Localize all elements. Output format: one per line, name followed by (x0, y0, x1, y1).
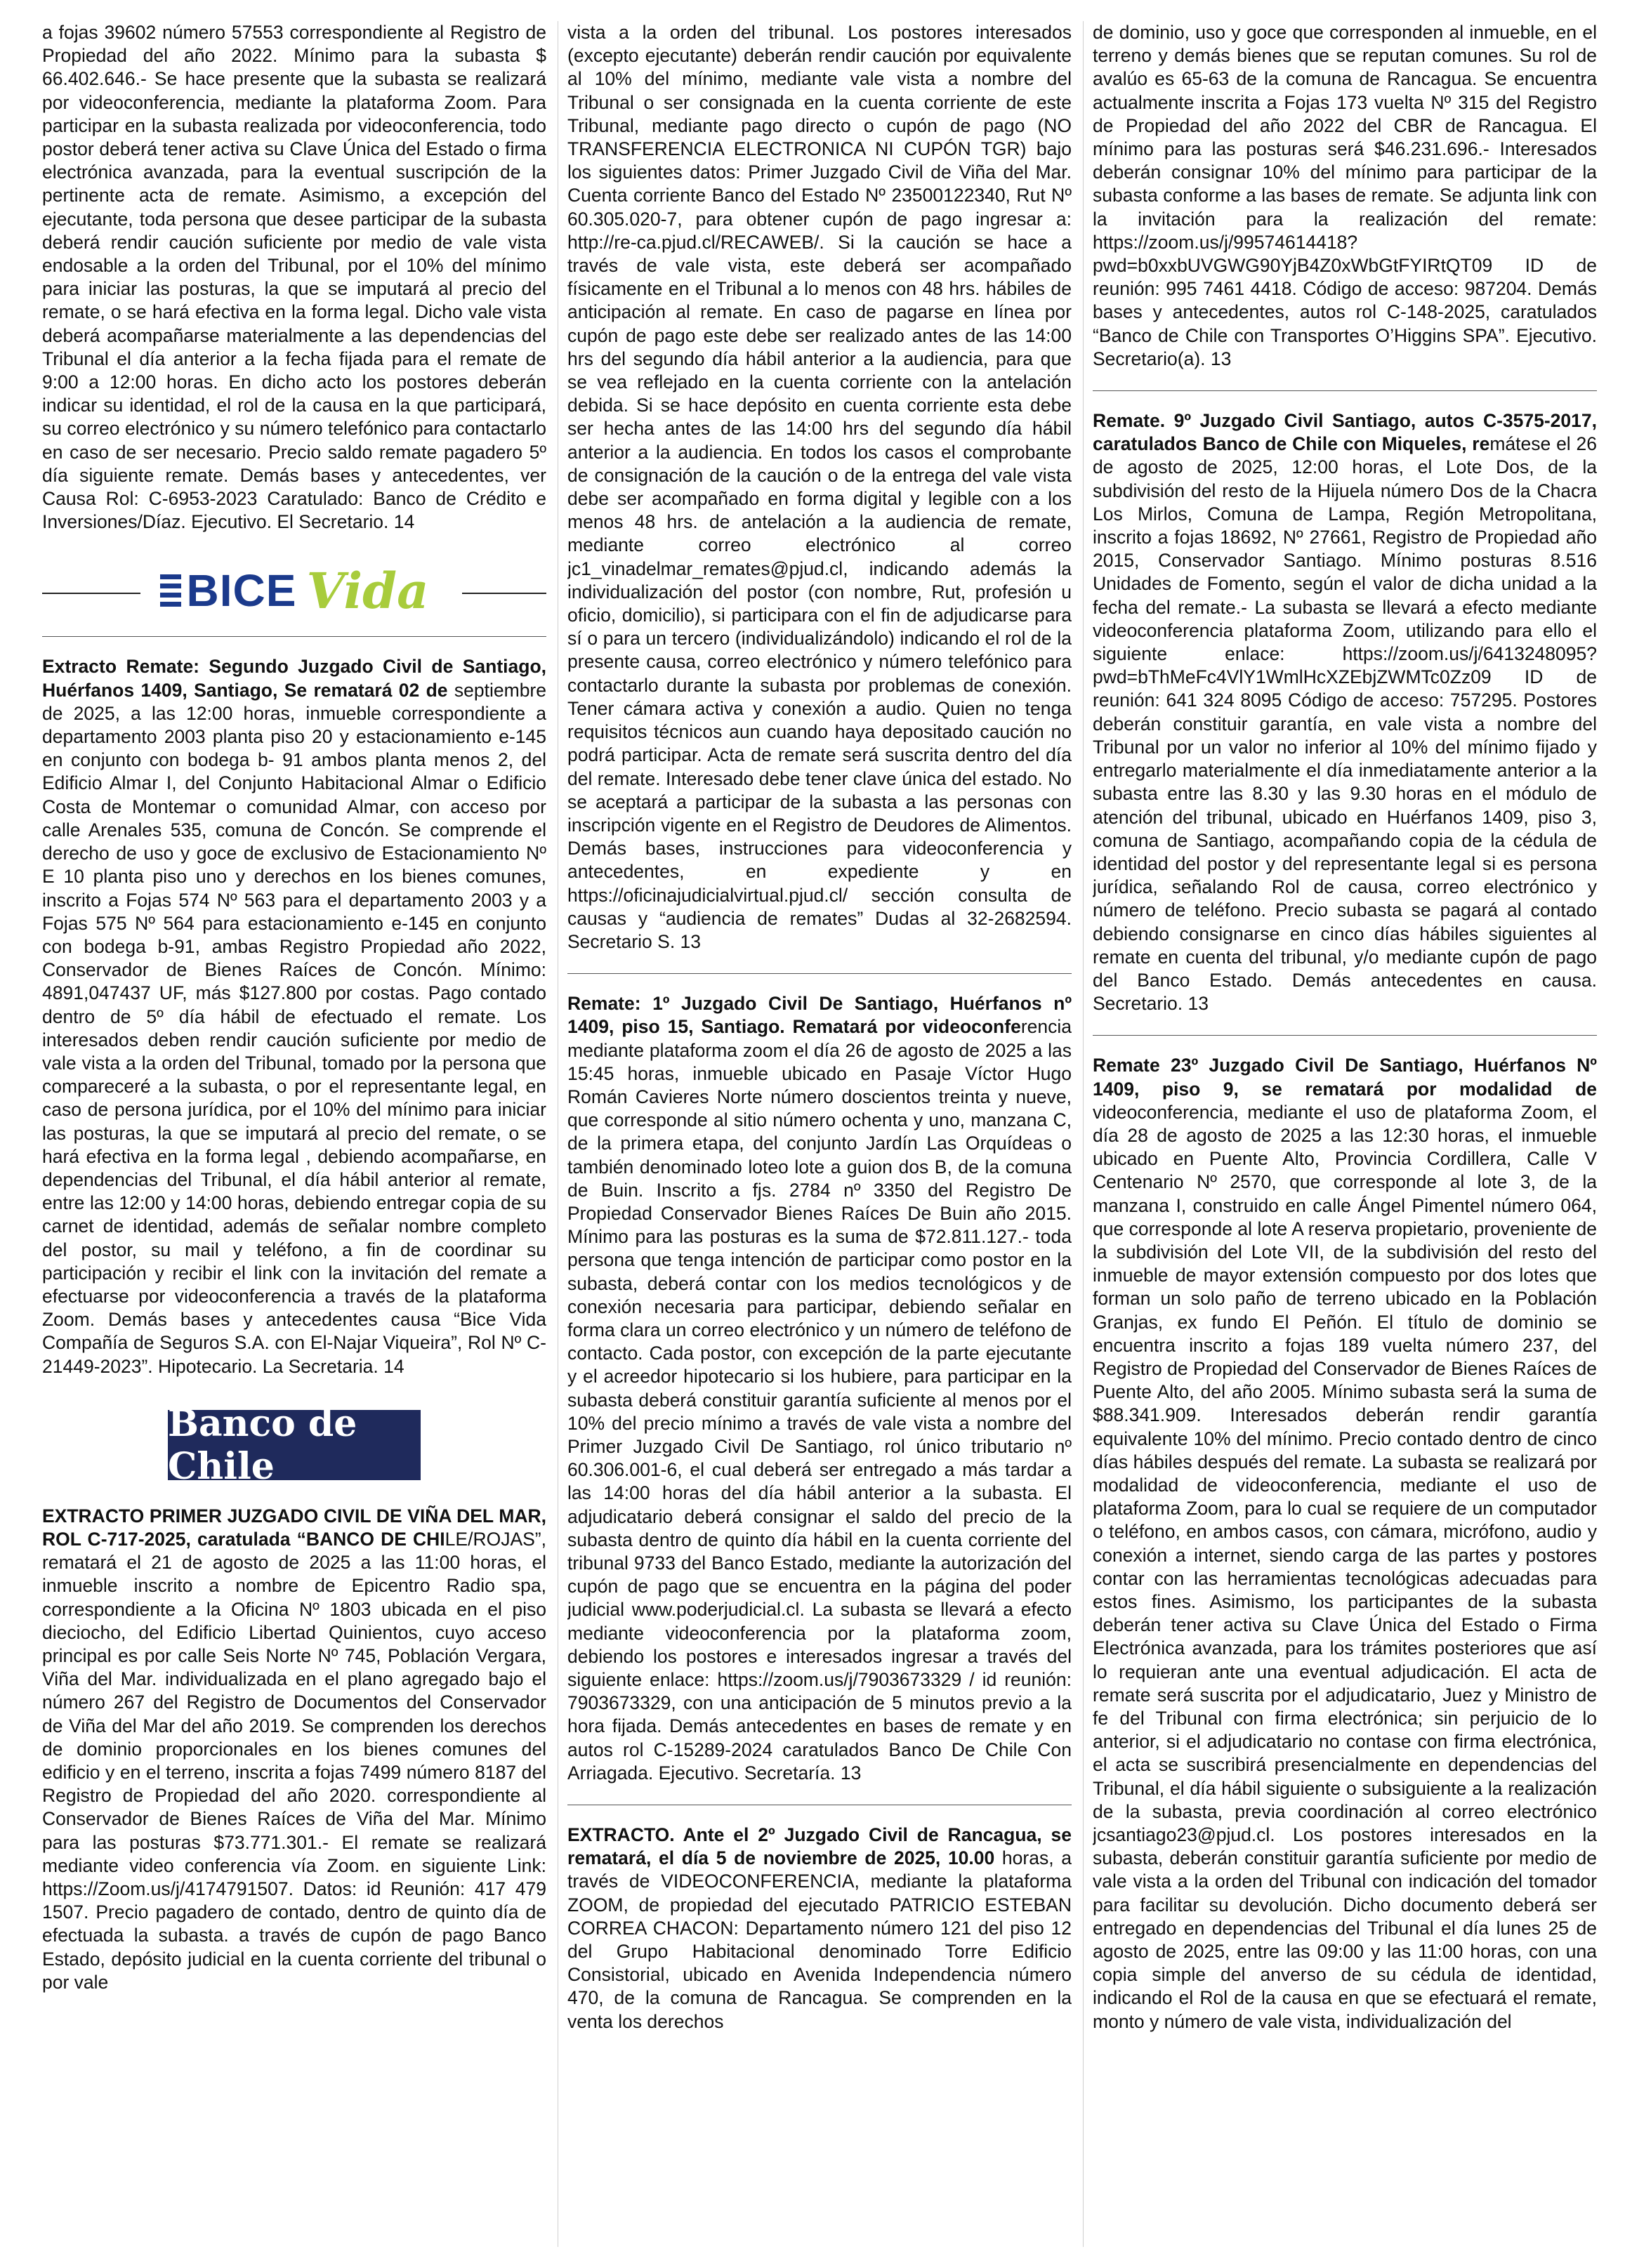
bice-bars-icon (160, 574, 181, 607)
notice-continued-1: a fojas 39602 número 57553 correspondiente al Registro de Propiedad del año 2022. Mínimo para la subasta $ 66.402.646.- Se hace presente que la subasta se realizará por videoconferencia, mediante la plataforma Zoom. Para participar en la subasta realizada por videoconferencia, todo postor deberá tener activa su Clave Única del Estado o firma electrónica avanzada, para la eventual suscripción de la pertinente acta de remate. Asimismo, a excepción del ejecutante, toda persona que desee participar de la subasta deberá rendir caución suficiente por medio de vale vista endosable a la orden del Tribunal, por el 10% del mínimo para iniciar las posturas, la que se imputará al precio del remate, o se hará efectiva en la forma legal. Dicho vale vista deberá acompañarse materialmente a las dependencias del Tribunal el día anterior a la fecha fijada para el remate de 9:00 a 12:00 horas. En dicho acto los postores deberán indicar su identidad, el rol de la causa en la que participará, su correo electrónico y su número telefónico para contactarlo en caso de ser necesario. Precio saldo remate pagadero 5º día siguiente remate. Demás bases y antecedentes, ver Causa Rol: C-6953-2023 Caratulado: Banco de Crédito e Inversiones/Díaz. Ejecutivo. El Secretario. 14 (42, 22, 546, 533)
banco-chile-logo: Banco de Chile (168, 1410, 421, 1480)
notice-primer-juzgado-vina: EXTRACTO PRIMER JUZGADO CIVIL DE VIÑA DEL MAR, ROL C-717-2025, caratulada “BANCO DE CHILE/ROJAS”, rematará el 21 de agosto de 2025 a las 11:00 horas, el inmueble inscrito a nombre de Epicentro Radio spa, correspondiente a la Oficina Nº 1803 ubicada en el piso dieciocho, del Edificio Libertad Quinientos, cuyo acceso principal es por calle Seis Norte Nº 745, Población Vergara, Viña del Mar. individualizada en el plano agregado bajo el número 267 del Registro de Documentos del Conservador de Viña del Mar del año 2019. Se comprenden los derechos de dominio proporcionales en los bienes comunes del edificio y en el terreno, inscrita a fojas 7499 número 8187 del Registro de Propiedad del año 2020. correspondiente al Conservador de Bienes Raíces de Viña del Mar. Mínimo para las posturas $73.771.301.- El remate se realizará mediante video conferencia vía Zoom. en siguiente Link: https://Zoom.us/j/4174791507. Datos: id Reunión: 417 479 1507. Precio pagadero de contado, dentro de quinto día de efectuada la subasta. a través de cupón de pago Banco Estado, depósito judicial en la cuenta corriente del tribunal o por vale (42, 1505, 546, 1993)
notice-vigesimo-tercer-juzgado-santiago: Remate 23º Juzgado Civil De Santiago, Huérfanos Nº 1409, piso 9, se rematará por modalidad de videoconferencia, mediante el uso de plataforma Zoom, el día 28 de agosto de 2025 a las 12:30 horas, el inmueble ubicado en Puente Alto, Provincia Cordillera, Calle V Centenario Nº 2570, que corresponde al lote 3, de la manzana I, construido en calle Ángel Pimentel número 064, que corresponde al lote A reserva propietario, proveniente de la subdivisión del Lote VII, de la subdivisión del resto del inmueble de mayor extensión compuesto por dos lotes que forman un solo paño de terreno ubicado en la Población Granjas, ex fundo El Peñón. El título de dominio se encuentra inscrito a fojas 189 vuelta número 237, del Registro de Propiedad del Conservador de Bienes Raíces de Puente Alto, del año 2005. Mínimo subasta será la suma de $88.341.909. Interesados deberán rendir garantía equivalente 10% del mínimo. Precio contado dentro de cinco días hábiles después del remate. La subasta se realizará por modalidad de videoconferencia, mediante el uso de plataforma Zoom, para lo cual se requiere de un computador o teléfono, en ambos casos, con cámara, micrófono, audio y conexión a internet, siendo carga de las partes y postores contar con las herramientas tecnológicas adecuadas para estos fines. Asimismo, los participantes de la subasta deberán tener activa su Clave Única del Estado o Firma Electrónica avanzada, para los trámites posteriores que así lo requieran ante una eventual adjudicación. El acta de remate será suscrita por el adjudicatario, Juez y Ministro de fe del Tribunal con firma electrónica; sin perjuicio de lo anterior, si el adjudicatario no contase con firma electrónica, el acta se suscribirá presencialmente en dependencias del Tribunal, el día hábil siguiente o subsiguiente a la realización de la subasta, previa coordinación al correo electrónico jcsantiago23@pjud.cl. Los postores interesados en la subasta, deberán constituir garantía suficiente por medio de vale vista a la orden del Tribunal con indicación del tomador para facilitar su devolución. Dicho documento deberá ser entregado en dependencias del Tribunal el día lunes 25 de agosto de 2025, entre las 09:00 y las 11:00 horas, con una copia simple del anverso de su cédula de identidad, indicando el Rol de la causa en que se efectuará el remate, monto y número de vale vista, individualización del (1093, 1055, 1597, 2032)
separator (567, 973, 1072, 974)
bice-vida-logo: BICE Vida (160, 562, 429, 620)
separator (1093, 1035, 1597, 1036)
column-3 (1093, 21, 1597, 2247)
notice-segundo-juzgado-santiago: Extracto Remate: Segundo Juzgado Civil de Santiago, Huérfanos 1409, Santiago, Se rematará 02 de septiembre de 2025, a las 12:00 horas, inmueble correspondiente a departamento 2003 planta piso 20 y estacionamiento e-145 en conjunto con bodega b- 91 ambos planta menos 2, del Edificio Almar I, del Conjunto Habitacional Almar o Edificio Costa de Montemar o comunidad Almar, con acceso por calle Arenales 535, comuna de Concón. Se comprende el derecho de uso y goce de exclusivo de Estacionamiento Nº E 10 planta piso uno y derechos en los bienes comunes, inscrito a Fojas 574 Nº 563 para el departamento 2003 y a Fojas 575 Nº 564 para estacionamiento e-145 en conjunto con bodega b-91, ambas Registro Propiedad año 2022, Conservador de Bienes Raíces de Concón. Mínimo: 4891,047437 UF, más $127.800 por costas. Pago contado dentro de 5º día hábil de efectuado el remate. Los interesados deben rendir caución suficiente por medio de vale vista a la orden del Tribunal, tomado por la persona que compareceré a la subasta, o por el representante legal, en caso de persona jurídica, por el 10% del mínimo para iniciar las posturas, la que se imputará al precio del remate, o se hará efectiva en la forma legal , debiendo acompañarse, en dependencias del Tribunal, el día hábil anterior al remate, entre las 12:00 y 14:00 horas, debiendo entregar copia de su carnet de identidad, además de señalar nombre completo del postor, su mail y teléfono, a fin de coordinar su participación y recibir el link con la invitación del remate a efectuarse por videoconferencia a través de la plataforma Zoom. Demás bases y antecedentes causa “Bice Vida Compañía de Seguros S.A. con El-Najar Viqueira”, Rol Nº C-21449-2023”. Hipotecario. La Secretaria. 14 (42, 656, 546, 1377)
separator (1093, 390, 1597, 391)
notice-continued-2: vista a la orden del tribunal. Los postores interesados (excepto ejecutante) deberán rendir caución por equivalente al 10% del mínimo, mediante vale vista a nombre del Tribunal o ser consignada en la cuenta corriente de este Tribunal, mediante pago directo o cupón de pago (NO TRANSFERENCIA ELECTRONICA NI CUPÓN TGR) bajo los siguientes datos: Primer Juzgado Civil de Viña del Mar. Cuenta corriente Banco del Estado Nº 23500122340, Rut Nº 60.305.020-7, para obtener cupón de pago ingresar a: http://re-ca.pjud.cl/RECAWEB/. Si la caución se hace a través de vale vista, este deberá ser acompañado físicamente en el Tribunal a lo menos con 48 hrs. hábiles de anticipación al remate. En caso de pagarse en línea por cupón de pago este debe ser realizado antes de las 14:00 hrs del segundo día hábil anterior a la audiencia, para que se vea reflejado en la cuenta corriente con la antelación debida. Si se hace depósito en cuenta corriente esta debe ser hecha antes de las 14:00 hrs del segundo día hábil anterior a la audiencia. En todos los casos el comprobante de consignación de la caución o de la entrega del vale vista debe ser acompañado en forma digital y legible con a los menos 48 hrs. de antelación a la audiencia de remate, mediante correo electrónico al correo jc1_vinadelmar_remates@pjud.cl, indicando además la individualización del postor (con nombre, Rut, profesión u oficio, domicilio), si participara con el fin de adjudicarse para sí o para un tercero (individualizándolo) indicando el rol de la presente causa, correo electrónico y número telefónico para contactarlo durante la subasta por problemas de conexión. Tener cámara activa y conexión a audio. Quien no tenga requisitos técnicos aun cuando haya depositado caución no podrá participar. Acta de remate será suscrita dentro del día del remate. Interesado debe tener clave única del estado. No se aceptará a participar de la subasta a las personas con inscripción vigente en el Registro de Deudores de Alimentos. Demás bases, instrucciones para videoconferencia y antecedentes, en expediente y en https://oficinajudicialvirtual.pjud.cl/ sección consulta de causas y “audiencia de remates” Dudas al 32-2682594. Secretario S. 13 (567, 22, 1072, 952)
column-1 (42, 21, 546, 2247)
column-2 (567, 21, 1072, 2247)
notice-primer-juzgado-santiago: Remate: 1º Juzgado Civil De Santiago, Huérfanos nº 1409, piso 15, Santiago. Rematará por videoconferencia mediante plataforma zoom el día 26 de agosto de 2025 a las 15:45 horas, inmueble ubicado en Pasaje Víctor Hugo Román Cavieres Norte número doscientos treinta y nueve, que corresponde al sitio número ochenta y uno, manzana C, de la primera etapa, del conjunto Jardín Las Orquídeas o también denominado loteo lote a guion dos B, de la comuna de Buin. Inscrito a fjs. 2784 nº 3350 del Registro De Propiedad Conservador Bienes Raíces De Buin año 2015. Mínimo para las posturas es la suma de $72.811.127.- toda persona que tenga intención de participar como postor en la subasta, deberá contar con los medios tecnológicos y de conexión necesaria para participar, debiendo señalar en forma clara un correo electrónico y un número de teléfono de contacto. Cada postor, con excepción de la parte ejecutante y el acreedor hipotecario si los hubiere, para participar en la subasta deberá constituir garantía suficiente al menos por el 10% del precio mínimo a través de vale vista a nombre del Primer Juzgado Civil De Santiago, rol único tributario nº 60.306.001-6, el cual deberá ser entregado a más tardar a las 14:00 horas del día hábil anterior a la subasta. El adjudicatario deberá consignar el saldo del precio de la subasta dentro de quinto día hábil en la cuenta corriente del tribunal 9733 del Banco Estado, mediante la autorización del cupón de pago que se encuentra en la página del poder judicial www.poderjudicial.cl. La subasta se llevará a efecto mediante videoconferencia por la plataforma zoom, debiendo los postores e interesados ingresar a través del siguiente enlace: https://zoom.us/j/7903673329 / id reunión: 7903673329, con una anticipación de 5 minutos previo a la hora fijada. Demás antecedentes en bases de remate y en autos rol C-15289-2024 caratulados Banco De Chile Con Arriagada. Ejecutivo. Secretaría. 13 (567, 993, 1072, 1784)
separator (42, 636, 546, 637)
notice-continued-3: de dominio, uso y goce que corresponden al inmueble, en el terreno y demás bienes que se reputan comunes. Su rol de avalúo es 65-63 de la comuna de Rancagua. Se encuentra actualmente inscrita a Fojas 173 vuelta Nº 315 del Registro de Propiedad del año 2022 del CBR de Rancagua. El mínimo para las posturas será $46.231.696.- Interesados deberán consignar 10% del mínimo para participar de la subasta conforme a las bases de remate. Se adjunta link con la invitación para la realización del remate: https://zoom.us/j/99574614418?pwd=b0xxbUVGWG90YjB4Z0xWbGtFYIRtQT09 ID de reunión: 995 7461 4418. Código de acceso: 987204. Demás bases y antecedentes, autos rol C-148-2025, caratulados “Banco de Chile con Transportes O’Higgins SPA”. Ejecutivo. Secretario(a). 13 (1093, 22, 1597, 369)
column-divider (1083, 21, 1084, 2247)
notice-segundo-juzgado-rancagua: EXTRACTO. Ante el 2º Juzgado Civil de Rancagua, se rematará, el día 5 de noviembre de 2025, 10.00 horas, a través de VIDEOCONFERENCIA, mediante la plataforma ZOOM, de propiedad del ejecutado PATRICIO ESTEBAN CORREA CHACON: Departamento número 121 del piso 12 del Grupo Habitacional denominado Torre Edificio Consistorial, ubicado en Avenida Independencia número 470, de la comuna de Rancagua. Se comprenden en la venta los derechos (567, 1824, 1072, 2032)
newspaper-page (28, 21, 1597, 2247)
banco-chile-logo-row (42, 1402, 546, 1488)
notice-noveno-juzgado-santiago: Remate. 9º Juzgado Civil Santiago, autos C-3575-2017, caratulados Banco de Chile con Miqueles, remátese el 26 de agosto de 2025, 12:00 horas, el Lote Dos, de la subdivisión del resto de la Hijuela número Dos de la Chacra Los Mirlos, Comuna de Lampa, Región Metropolitana, inscrito a fojas 18692, Nº 27661, Registro de Propiedad año 2015, Conservador Santiago. Mínimo posturas 8.516 Unidades de Fomento, según el valor de dicha unidad a la fecha del remate.- La subasta se llevará a efecto mediante videoconferencia plataforma Zoom, utilizando para ello el siguiente enlace: https://zoom.us/j/6413248095?pwd=bThMeFc4VlY1WmlHcXZEbjZWMTc0Zz09 ID de reunión: 641 324 8095 Código de acceso: 757295. Postores deberán constituir garantía, en vale vista a nombre del Tribunal por un valor no inferior al 10% del mínimo fijado y entregarlo materialmente el día inmediatamente anterior a la subasta entre las 8.30 y las 9.30 horas en el módulo de atención del tribunal, ubicado en Huérfanos 1409, piso 3, comuna de Santiago, acompañando copia de la cédula de identidad del postor y del representante legal si es persona jurídica, señalando Rol de causa, correo electrónico y número de teléfono. Precio subasta se pagará al contado debiendo consignarse en cinco días hábiles siguientes al remate en cuenta del tribunal, y/o mediante cupón de pago del Banco Estado. Demás antecedentes en causa. Secretario. 13 (1093, 410, 1597, 1015)
bice-vida-logo-row (42, 552, 546, 629)
